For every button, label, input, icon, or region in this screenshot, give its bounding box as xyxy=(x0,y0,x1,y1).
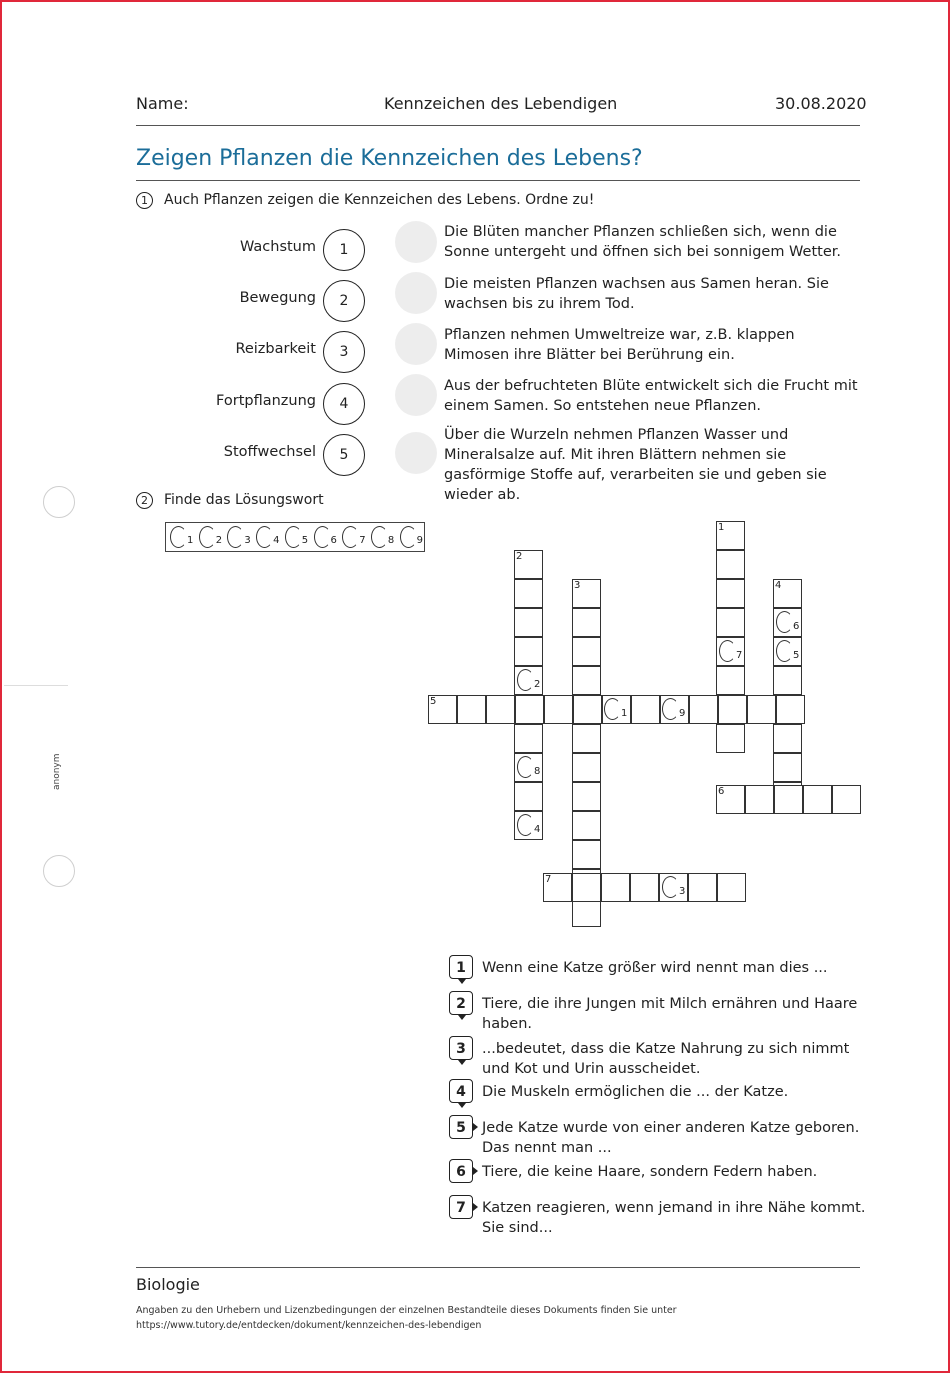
answer-circle[interactable] xyxy=(395,323,437,365)
crossword-cell[interactable] xyxy=(803,785,832,814)
crossword-cell[interactable] xyxy=(774,785,803,814)
description-text: Aus der befruchteten Blüte entwickelt sich die Frucht mit einem Samen. So entstehen neue Pflanzen. xyxy=(444,378,858,414)
solution-marker-arc xyxy=(776,640,793,662)
solution-number: 4 xyxy=(273,535,280,546)
solution-cell[interactable] xyxy=(312,525,338,549)
crossword-cell[interactable] xyxy=(572,873,601,902)
footer-license-line: Angaben zu den Urhebern und Lizenzbedingungen der einzelnen Bestandteile dieses Dokuments finden Sie unter xyxy=(136,1305,677,1316)
solution-cell[interactable] xyxy=(168,525,194,549)
solution-marker-number: 8 xyxy=(534,766,541,777)
solution-number: 6 xyxy=(330,535,337,546)
solution-number: 2 xyxy=(215,535,223,546)
task2-number: 2 xyxy=(136,492,153,509)
task2-instruction: Finde das Lösungswort xyxy=(164,492,324,508)
clue-text: Jede Katze wurde von einer anderen Katze geboren. Das nennt man ... xyxy=(482,1120,860,1156)
solution-marker-number: 5 xyxy=(793,650,800,661)
crossword-cell[interactable] xyxy=(515,695,544,724)
clue-number: 7 xyxy=(449,1195,473,1219)
answer-circle[interactable] xyxy=(395,432,437,474)
crossword-cell[interactable] xyxy=(572,724,601,753)
solution-marker-arc xyxy=(662,698,679,720)
crossword-cell[interactable] xyxy=(631,695,660,724)
clue-text: Wenn eine Katze größer wird nennt man dies ... xyxy=(482,960,828,976)
crossword-cell[interactable] xyxy=(630,873,659,902)
crossword-cell[interactable] xyxy=(716,550,745,579)
crossword-cell[interactable] xyxy=(832,785,861,814)
clue-number: 2 xyxy=(449,991,473,1015)
solution-marker-arc xyxy=(517,814,534,836)
solution-marker-number: 7 xyxy=(736,650,743,661)
solution-marker-arc xyxy=(776,611,793,633)
solution-marker-arc xyxy=(285,526,302,548)
crossword-cell[interactable] xyxy=(747,695,776,724)
clue-number: 4 xyxy=(449,1079,473,1103)
crossword-word-number: 3 xyxy=(574,580,581,591)
punch-hole-bottom xyxy=(43,855,75,887)
header-rule xyxy=(136,125,860,126)
solution-cell[interactable] xyxy=(254,525,280,549)
solution-marker-number: 1 xyxy=(621,708,628,719)
crossword-cell[interactable] xyxy=(457,695,486,724)
solution-marker-arc xyxy=(199,526,216,548)
name-label: Name: xyxy=(136,94,189,113)
clue-text: ...bedeutet, dass die Katze Nahrung zu sich nimmt und Kot und Urin ausscheidet. xyxy=(482,1041,850,1077)
crossword-word-number: 1 xyxy=(718,522,725,533)
crossword-cell[interactable] xyxy=(514,724,543,753)
solution-number: 7 xyxy=(359,535,366,546)
solution-marker-number: 6 xyxy=(793,621,800,632)
crossword-cell[interactable] xyxy=(773,753,802,782)
solution-marker-number: 3 xyxy=(679,886,686,897)
solution-word-box[interactable] xyxy=(165,522,425,552)
solution-number: 9 xyxy=(416,535,423,546)
clue-number: 6 xyxy=(449,1159,473,1183)
description-text: Über die Wurzeln nehmen Pflanzen Wasser und Mineralsalze auf. Mit ihren Blättern nehmen sie gasförmige Stoffe auf, verarbeiten sie und geben sie wieder ab. xyxy=(444,427,827,503)
solution-cell[interactable] xyxy=(340,525,366,549)
solution-marker-number: 2 xyxy=(534,679,541,690)
task1-number: 1 xyxy=(136,192,153,209)
solution-marker-arc xyxy=(517,669,534,691)
solution-marker-arc xyxy=(170,526,187,548)
solution-number: 5 xyxy=(301,535,309,546)
crossword-word-number: 6 xyxy=(718,786,725,797)
clue-number: 1 xyxy=(449,955,473,979)
fold-mark xyxy=(4,685,68,686)
crossword-cell[interactable] xyxy=(601,873,630,902)
solution-cell[interactable] xyxy=(225,525,251,549)
crossword-cell[interactable] xyxy=(717,873,746,902)
crossword-cell[interactable] xyxy=(486,695,515,724)
description-text: Die Blüten mancher Pflanzen schließen sich, wenn die Sonne untergeht und öffnen sich bei sonnigem Wetter. xyxy=(444,224,842,260)
crossword-cell[interactable] xyxy=(514,608,543,637)
solution-cell[interactable] xyxy=(197,525,223,549)
crossword-cell[interactable] xyxy=(514,782,543,811)
solution-marker-arc xyxy=(719,640,736,662)
crossword-cell[interactable] xyxy=(572,811,601,840)
crossword-word-number: 7 xyxy=(545,874,552,885)
solution-marker-arc xyxy=(314,526,331,548)
description-text: Die meisten Pflanzen wachsen aus Samen heran. Sie wachsen bis zu ihrem Tod. xyxy=(444,276,829,312)
clue-text: Tiere, die ihre Jungen mit Milch ernähren und Haare haben. xyxy=(482,996,858,1032)
crossword-cell[interactable] xyxy=(716,666,745,695)
crossword-cell[interactable] xyxy=(689,695,718,724)
term-number-circle[interactable]: 2 xyxy=(323,280,365,322)
crossword-cell[interactable] xyxy=(572,898,601,927)
crossword-cell[interactable] xyxy=(773,724,802,753)
solution-marker-number: 9 xyxy=(679,708,686,719)
solution-marker-arc xyxy=(517,756,534,778)
solution-marker-arc xyxy=(371,526,388,548)
term-label: Fortpflanzung xyxy=(216,393,316,409)
title-rule xyxy=(136,180,860,181)
crossword-cell[interactable] xyxy=(718,695,747,724)
solution-marker-arc xyxy=(342,526,359,548)
crossword-cell[interactable] xyxy=(716,608,745,637)
crossword-word-number: 4 xyxy=(775,580,782,591)
crossword-cell[interactable] xyxy=(572,608,601,637)
term-number-circle[interactable]: 4 xyxy=(323,383,365,425)
term-number-circle[interactable]: 5 xyxy=(323,434,365,476)
side-label: anonym xyxy=(52,753,62,790)
punch-hole-top xyxy=(43,486,75,518)
solution-cell[interactable] xyxy=(369,525,395,549)
term-label: Stoffwechsel xyxy=(223,444,316,460)
footer-rule xyxy=(136,1267,860,1268)
clue-text: Tiere, die keine Haare, sondern Federn haben. xyxy=(482,1164,818,1180)
term-number-circle[interactable]: 1 xyxy=(323,229,365,271)
crossword-cell[interactable] xyxy=(514,579,543,608)
solution-cell[interactable] xyxy=(283,525,309,549)
crossword-cell[interactable] xyxy=(716,579,745,608)
footer-url: https://www.tutory.de/entdecken/dokument/kennzeichen-des-lebendigen xyxy=(136,1320,482,1331)
solution-marker-arc xyxy=(227,526,244,548)
solution-marker-arc xyxy=(400,526,417,548)
solution-number: 8 xyxy=(387,535,395,546)
answer-circle[interactable] xyxy=(395,221,437,263)
clue-text: Katzen reagieren, wenn jemand in ihre Nähe kommt. Sie sind... xyxy=(482,1200,866,1236)
task1-instruction: Auch Pflanzen zeigen die Kennzeichen des Lebens. Ordne zu! xyxy=(164,192,595,208)
crossword-cell[interactable] xyxy=(745,785,774,814)
footer-subject: Biologie xyxy=(136,1275,200,1294)
solution-marker-arc xyxy=(604,698,621,720)
solution-number: 3 xyxy=(244,535,251,546)
solution-number: 1 xyxy=(187,535,194,546)
solution-marker-arc xyxy=(662,876,679,898)
crossword-cell[interactable] xyxy=(514,637,543,666)
crossword-cell[interactable] xyxy=(544,695,573,724)
solution-marker-number: 4 xyxy=(534,824,541,835)
crossword-cell[interactable] xyxy=(572,782,601,811)
crossword-cell[interactable] xyxy=(572,840,601,869)
crossword-cell[interactable] xyxy=(572,666,601,695)
crossword-cell[interactable] xyxy=(773,666,802,695)
clue-number: 5 xyxy=(449,1115,473,1139)
crossword-word-number: 5 xyxy=(430,696,437,707)
clue-text: Die Muskeln ermöglichen die ... der Katze. xyxy=(482,1084,789,1100)
crossword-cell[interactable] xyxy=(572,753,601,782)
description-text: Pflanzen nehmen Umweltreize war, z.B. klappen Mimosen ihre Blätter bei Berührung ein. xyxy=(444,327,795,363)
solution-cell[interactable] xyxy=(398,525,424,549)
term-label: Bewegung xyxy=(239,290,316,306)
crossword-cell[interactable] xyxy=(688,873,717,902)
answer-circle[interactable] xyxy=(395,272,437,314)
page-title: Zeigen Pflanzen die Kennzeichen des Lebens? xyxy=(136,146,643,171)
term-label: Reizbarkeit xyxy=(235,341,316,357)
answer-circle[interactable] xyxy=(395,374,437,416)
term-number-circle[interactable]: 3 xyxy=(323,331,365,373)
clue-number: 3 xyxy=(449,1036,473,1060)
crossword-cell[interactable] xyxy=(573,695,602,724)
term-label: Wachstum xyxy=(239,239,316,255)
solution-marker-arc xyxy=(256,526,273,548)
crossword-cell[interactable] xyxy=(572,637,601,666)
header-topic: Kennzeichen des Lebendigen xyxy=(384,94,618,113)
crossword-cell[interactable] xyxy=(716,724,745,753)
header-date: 30.08.2020 xyxy=(775,94,867,113)
crossword-word-number: 2 xyxy=(516,551,523,562)
crossword-cell[interactable] xyxy=(776,695,805,724)
